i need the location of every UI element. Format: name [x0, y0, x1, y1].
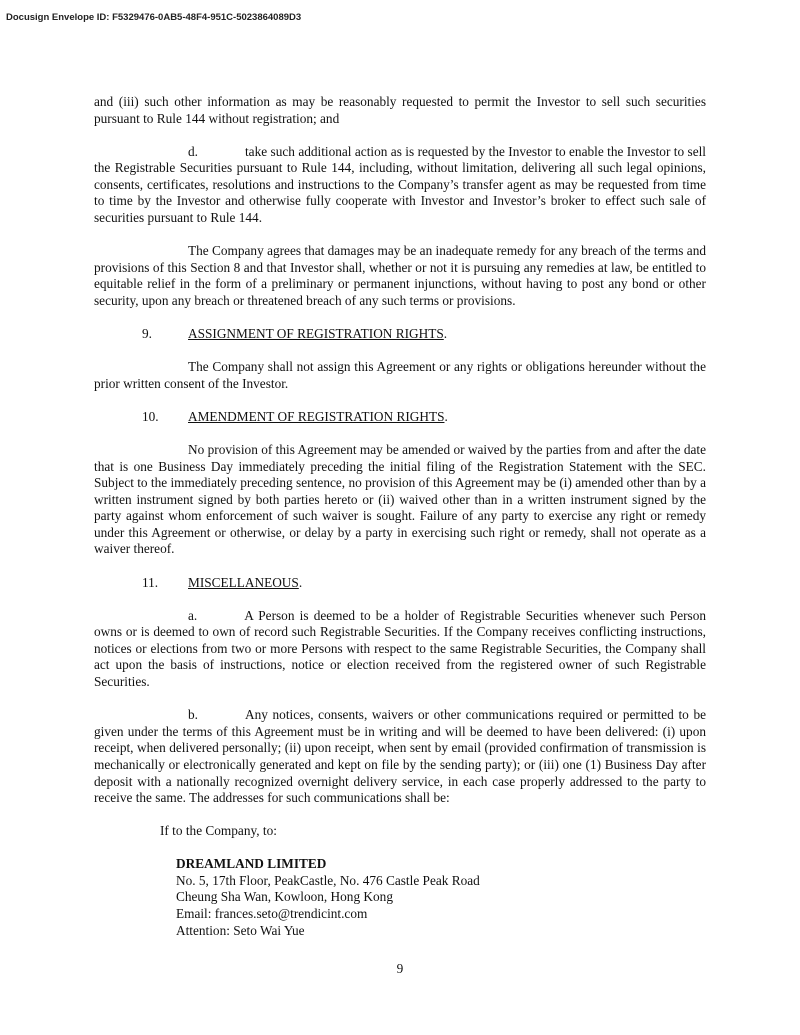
- section-9-title: ASSIGNMENT OF REGISTRATION RIGHTS: [188, 326, 444, 342]
- paragraph-11a-label: a.: [188, 607, 198, 623]
- page-number: 9: [396, 961, 404, 976]
- section-10-heading: 10. AMENDMENT OF REGISTRATION RIGHTS.: [142, 408, 448, 424]
- paragraph-11a-text: A Person is deemed to be a holder of Registrable Securities whenever such Person owns or is deemed to own of record such Registrable Securities. If the Company receives conflicting instructions, notices or elections from two or more Persons with respect to the same Registrable Securities, the Company shall act upon the basis of instructions, notice or election received from the registered owner of such Registrable Securities.: [94, 607, 706, 690]
- company-name: DREAMLAND LIMITED: [176, 856, 327, 872]
- section-11-heading: 11. MISCELLANEOUS.: [142, 574, 303, 590]
- address-line-1: No. 5, 17th Floor, PeakCastle, No. 476 Castle Peak Road: [176, 872, 480, 888]
- section-11-title: MISCELLANEOUS: [188, 574, 299, 590]
- section-11-number: 11.: [142, 574, 159, 590]
- paragraph-remedy: The Company agrees that damages may be an inadequate remedy for any breach of the terms and provisions of this Section 8 and that Investor shall, whether or not it is pursuing any remedies at law, be entitled to equitable relief in the form of a preliminary or permanent injunctions, without having to post any bond or other security, upon any breach or threatened breach of any such terms or provisions.: [94, 243, 706, 308]
- paragraph-11a: [94, 608, 706, 691]
- address-line-2: Cheung Sha Wan, Kowloon, Hong Kong: [176, 889, 393, 905]
- section-10-text: No provision of this Agreement may be amended or waived by the parties from and after the date that is one Business Day immediately preceding the initial filing of the Registration Statement with the SEC. Subject to the immediately preceding sentence, no provision of this Agreement may be (i) amended other than by a written instrument signed by both parties hereto or (ii) waived other than in a written instrument signed by the party against whom enforcement of such waiver is sought. Failure of any party to exercise any right or remedy under this Agreement or otherwise, or delay by a party in exercising such right or remedy, shall not operate as a waiver thereof.: [94, 441, 706, 557]
- section-10-title: AMENDMENT OF REGISTRATION RIGHTS: [188, 408, 445, 424]
- paragraph-11b-label: b.: [188, 707, 198, 723]
- paragraph-d: [94, 144, 706, 227]
- address-intro: If to the Company, to:: [160, 823, 277, 839]
- section-9-number: 9.: [142, 326, 152, 342]
- paragraph-11b: [94, 707, 706, 807]
- section-9-text: The Company shall not assign this Agreement or any rights or obligations hereunder without the prior written consent of the Investor.: [94, 359, 706, 391]
- company-address-block: [176, 856, 706, 939]
- address-attention: Attention: Seto Wai Yue: [176, 922, 305, 938]
- section-9-heading: 9. ASSIGNMENT OF REGISTRATION RIGHTS.: [142, 326, 448, 342]
- address-email: Email: frances.seto@trendicint.com: [176, 906, 368, 922]
- paragraph-d-text: take such additional action as is requested by the Investor to enable the Investor to sell the Registrable Securities pursuant to Rule 144, including, without limitation, delivering all such legal opinions, consents, certificates, resolutions and instructions to the Company’s transfer agent as may be requested from time to time by the Investor and otherwise fully cooperate with Investor and Investor’s broker to effect such sale of securities pursuant to Rule 144.: [94, 143, 706, 226]
- document-body: [94, 94, 706, 939]
- section-10-number: 10.: [142, 408, 159, 424]
- paragraph-11b-text: Any notices, consents, waivers or other communications required or permitted to be given under the terms of this Agreement must be in writing and will be deemed to have been delivered: (i) upon receipt, when delivered personally; (ii) upon receipt, when sent by email (provided confirmation of transmission is mechanically or electronically generated and kept on file by the sending party); or (iii) one (1) Business Day after deposit with a nationally recognized overnight delivery service, in each case properly addressed to the party to receive the same. The addresses for such communications shall be:: [94, 707, 706, 806]
- envelope-id: Docusign Envelope ID: F5329476-0AB5-48F4-951C-5023864089D3: [6, 12, 302, 23]
- paragraph-iii: and (iii) such other information as may be reasonably requested to permit the Investor to sell such securities pursuant to Rule 144 without registration; and: [94, 94, 706, 126]
- paragraph-d-label: d.: [188, 143, 198, 159]
